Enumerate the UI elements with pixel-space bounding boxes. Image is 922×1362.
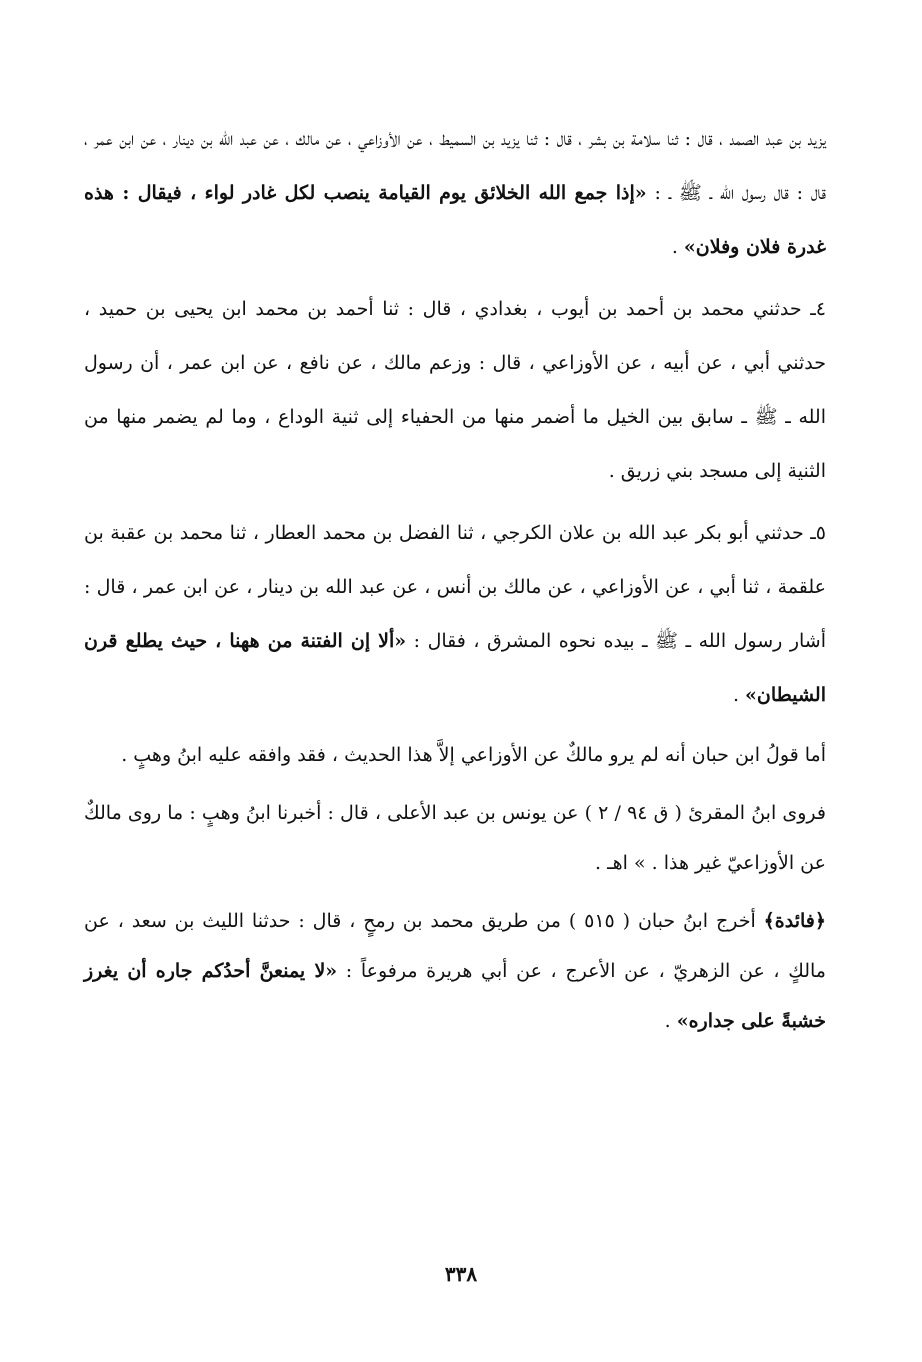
paragraph-4-text: أما قولُ ابن حبان أنه لم يرو مالكٌ عن الأوزاعي إلاَّ هذا الحديث ، فقد وافقه عليه ابنُ وهبٍ . (121, 744, 826, 766)
paragraph-1-text: يزيد بن عبد الصمد ، قال : ثنا سلامة بن بشر ، قال : ثنا يزيد بن السميط ، عن الأوزاعي ، عن مالك ، عن عبد الله بن دينار ، عن ابن عمر ، قال : قال رسول الله ـ ﷺ ـ : (84, 128, 826, 204)
paragraph-2-text: ٤ـ حدثني محمد بن أحمد بن أيوب ، بغدادي ، قال : ثنا أحمد بن محمد ابن يحيى بن حميد ، حدثني أبي ، عن أبيه ، عن الأوزاعي ، قال : وزعم مالك ، عن نافع ، عن ابن عمر ، أن رسول الله ـ ﷺ ـ سابق بين الخيل ما أضمر منها من الحفياء إلى ثنية الوداع ، وما لم يضمر منها من الثنية إلى مسجد بني زريق . (84, 298, 826, 482)
paragraph-3-text: ٥ـ حدثني أبو بكر عبد الله بن علان الكرجي ، ثنا الفضل بن محمد العطار ، ثنا محمد بن عقبة بن علقمة ، ثنا أبي ، عن الأوزاعي ، عن مالك بن أنس ، عن عبد الله بن دينار ، عن ابن عمر ، قال : أشار رسول الله ـ ﷺ ـ بيده نحوه المشرق ، فقال : (84, 522, 826, 652)
paragraph-5-text: فروى ابنُ المقرئ ( ق ٩٤ / ٢ ) عن يونس بن عبد الأعلى ، قال : أخبرنا ابنُ وهبٍ : ما روى مالكٌ عن الأوزاعيّ غير هذا . » اهـ . (84, 802, 827, 874)
paragraph-3-end: . (732, 684, 746, 706)
benefit-heading: ﴿فائدة﴾ (763, 910, 826, 932)
paragraph-1-end: . (671, 236, 684, 258)
page-body (84, 112, 826, 1046)
hadith-quote-1: «إذا جمع الله الخلائق يوم القيامة ينصب لكل غادر لواء ، فيقال : هذه غدرة فلان وفلان» (84, 182, 826, 258)
paragraph-6 (84, 896, 826, 1046)
paragraph-6-text: أخرج ابنُ حبان ( ٥١٥ ) من طريق محمد بن رمحٍ ، قال : حدثنا الليث بن سعد ، عن مالكٍ ، عن الزهريّ ، عن الأعرج ، عن أبي هريرة مرفوعاً : (84, 910, 826, 982)
page-number: ٣٣٨ (444, 1262, 478, 1286)
hadith-quote-3: «لا يمنعنَّ أحدُكم جاره أن يغرز خشبةً على جداره» (84, 960, 826, 1032)
paragraph-5 (84, 788, 826, 888)
paragraph-2 (84, 282, 826, 498)
paragraph-1 (84, 112, 826, 274)
paragraph-4 (84, 730, 826, 780)
paragraph-6-end: . (664, 1010, 677, 1032)
paragraph-3 (84, 506, 826, 722)
hadith-quote-2: «ألا إن الفتنة من ههنا ، حيث يطلع قرن الشيطان» (84, 630, 826, 706)
